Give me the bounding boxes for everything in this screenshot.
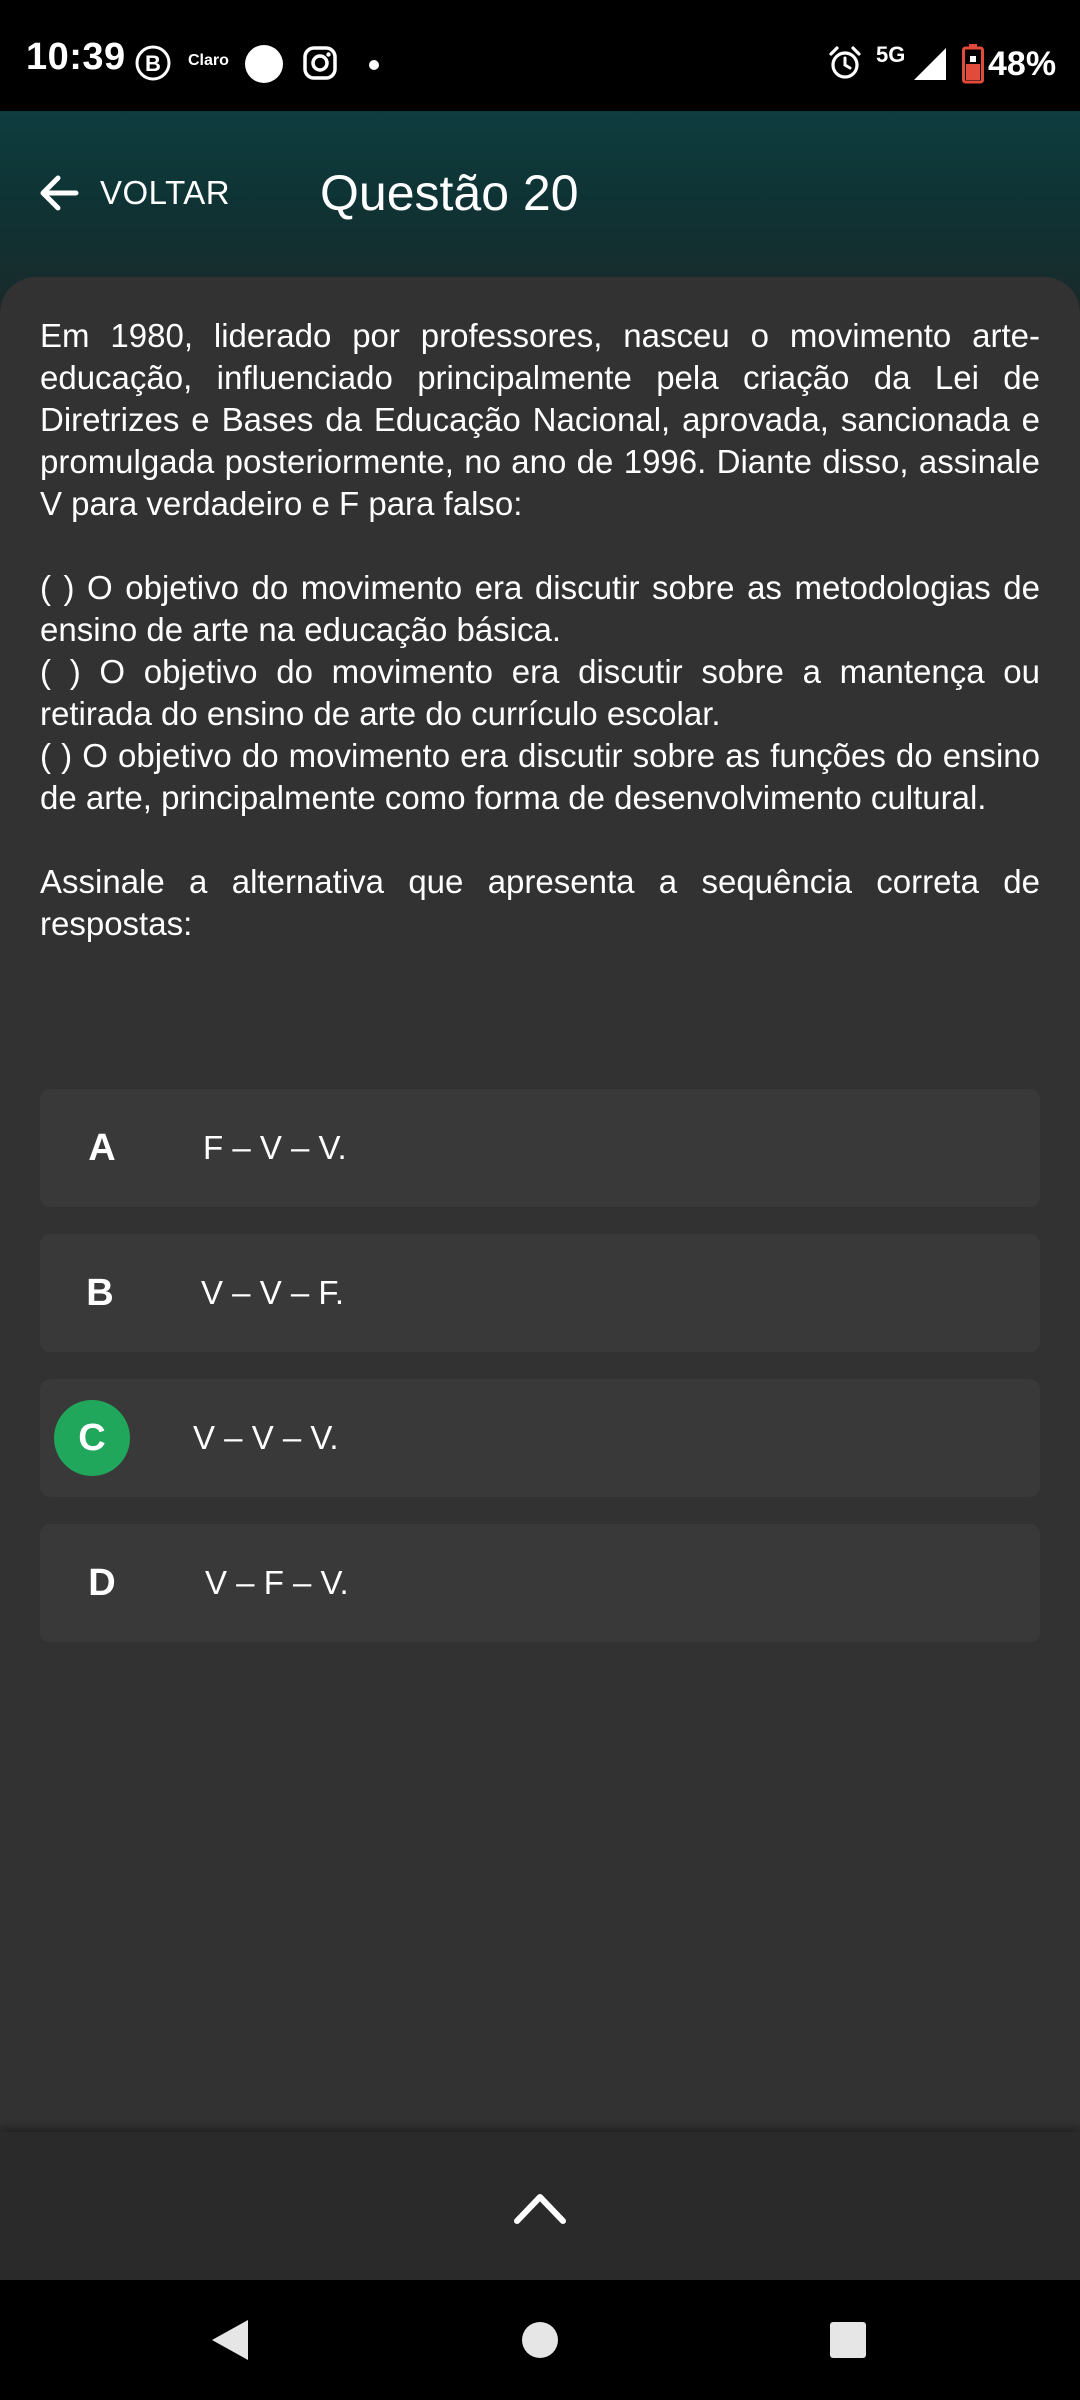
option-letter-selected [40,1379,164,1497]
option-b[interactable] [40,1234,1040,1352]
page-title: Questão 20 [320,165,579,221]
question-item: ( ) O objetivo do movimento era discutir sobre as funções do ensino de arte, principalmente como forma de desenvolvimento cultural. [40,737,1040,816]
option-text: V – V – V. [193,1419,339,1456]
nav-back-button[interactable] [200,2310,260,2370]
option-text: V – F – V. [205,1564,349,1601]
question-statement: Em 1980, liderado por professores, nasceu o movimento arte-educação, influenciado principalmente pela criação da Lei de Diretrizes e Bases da Educação Nacional, aprovada, sancionada e promulgada posteriormente, no ano de 1996. Diante disso, assinale V para verdadeiro e F para falso: [40,317,1040,522]
back-button[interactable] [34,157,230,229]
dot-icon [368,58,380,76]
svg-text:B: B [145,51,161,76]
back-label: VOLTAR [100,174,231,211]
circle-icon [244,44,284,89]
option-a[interactable] [40,1089,1040,1207]
question-item: ( ) O objetivo do movimento era discutir sobre as metodologias de ensino de arte na educação básica. [40,569,1040,648]
option-text: V – V – F. [201,1274,345,1311]
system-nav-bar [0,2280,1080,2400]
alarm-icon [826,44,864,87]
question-prompt: Assinale a alternativa que apresenta a sequência correta de respostas: [40,863,1040,942]
status-bar [0,0,1080,111]
circle-home-icon [520,2320,560,2360]
selected-indicator: C [54,1400,130,1476]
chevron-up-icon [512,2187,568,2227]
option-letter: D [88,1561,116,1604]
option-text: F – V – V. [203,1129,347,1166]
battery-icon [962,44,984,89]
nav-home-button[interactable] [510,2310,570,2370]
status-time: 10:39 [26,36,126,78]
instagram-icon [302,45,338,86]
claro-icon: Claro [188,52,229,69]
network-type: 5G [876,42,906,67]
question-text [40,315,1040,945]
question-card [0,277,1080,2132]
arrow-left-icon [34,168,84,218]
square-recents-icon [828,2320,868,2360]
nav-recents-button[interactable] [818,2310,878,2370]
option-letter: B [86,1271,114,1314]
battery-percent: 48% [988,45,1057,83]
question-item: ( ) O objetivo do movimento era discutir sobre a mantença ou retirada do ensino de arte do currículo escolar. [40,653,1040,732]
b-badge-icon [134,44,172,87]
bottom-bar [0,2132,1080,2280]
expand-up-button[interactable] [500,2172,580,2242]
triangle-back-icon [208,2316,252,2364]
option-c[interactable] [40,1379,1040,1497]
option-letter: A [88,1126,116,1169]
signal-icon [912,46,948,87]
option-d[interactable] [40,1524,1040,1642]
